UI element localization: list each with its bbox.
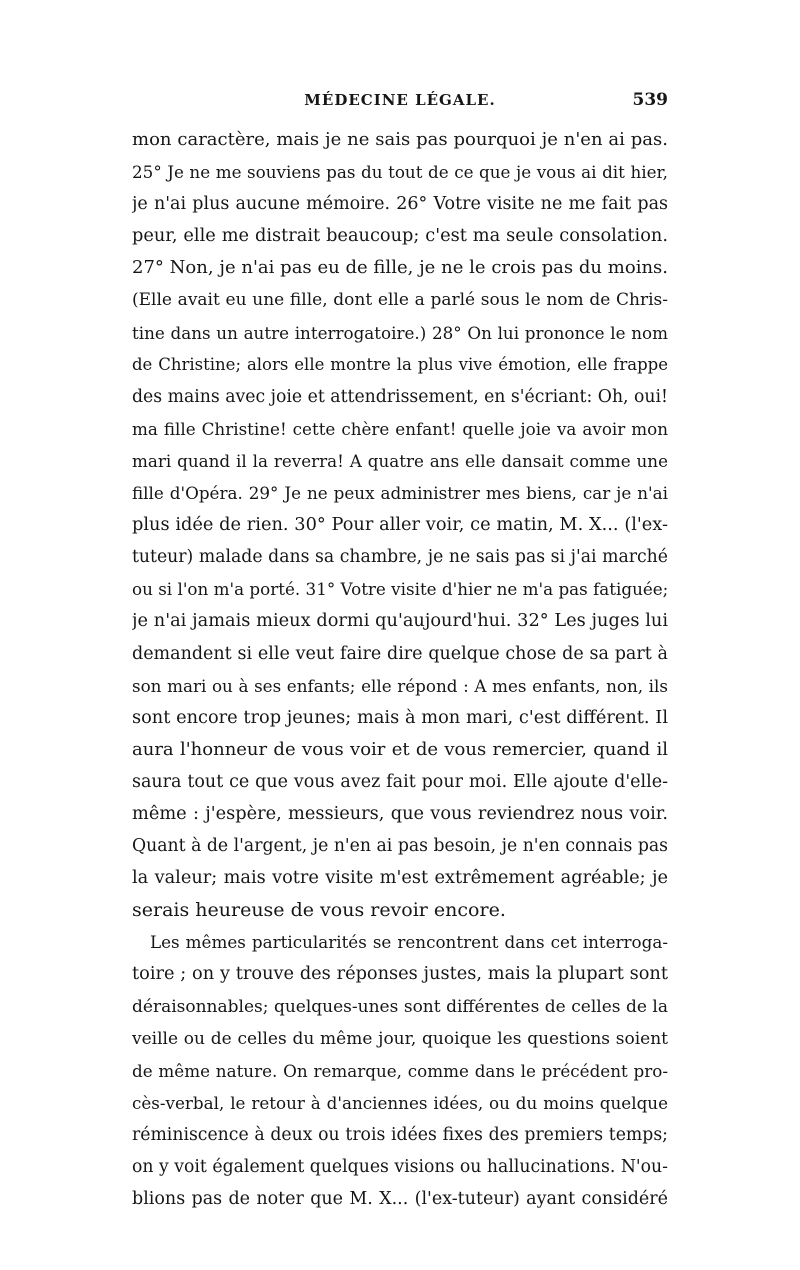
text-line: (Elle avait eu une fille, dont elle a parlé sous le nom de Chris- xyxy=(132,290,668,311)
text-line: toire ; on y trouve des réponses justes, mais la plupart sont xyxy=(132,964,668,985)
text-line: fille d'Opéra. 29° Je ne peux administrer mes biens, car je n'ai xyxy=(132,483,668,504)
page-number: 539 xyxy=(632,90,668,110)
text-line: de Christine; alors elle montre la plus vive émotion, elle frappe xyxy=(132,354,668,374)
text-line: des mains avec joie et attendrissement, en s'écriant: Oh, oui! xyxy=(132,386,668,407)
text-line: 27° Non, je n'ai pas eu de fille, je ne le crois pas du moins. xyxy=(132,257,668,279)
text-line: déraisonnables; quelques-unes sont différentes de celles de la xyxy=(132,996,668,1017)
text-line: même : j'espère, messieurs, que vous reviendrez nous voir. xyxy=(132,803,668,824)
text-line: demandent si elle veut faire dire quelque chose de sa part à xyxy=(132,643,668,664)
text-line: tuteur) malade dans sa chambre, je ne sais pas si j'ai marché xyxy=(132,547,668,568)
body-text xyxy=(132,124,668,1215)
text-line: aura l'honneur de vous voir et de vous remercier, quand il xyxy=(132,738,668,760)
text-line: on y voit également quelques visions ou hallucinations. N'ou- xyxy=(132,1157,668,1177)
text-line: saura tout ce que vous avez fait pour moi. Elle ajoute d'elle- xyxy=(132,771,668,792)
text-line: serais heureuse de vous revoir encore. xyxy=(132,899,506,922)
text-line: 25° Je ne me souviens pas du tout de ce que je vous ai dit hier, xyxy=(132,162,668,183)
text-line: je n'ai plus aucune mémoire. 26° Votre visite ne me fait pas xyxy=(132,194,668,215)
text-line: réminiscence à deux ou trois idées fixes des premiers temps; xyxy=(132,1124,668,1145)
text-line: mari quand il la reverra! A quatre ans elle dansait comme une xyxy=(132,450,668,471)
text-line: Les mêmes particularités se rencontrent dans cet interroga- xyxy=(150,932,668,953)
text-line: de même nature. On remarque, comme dans le précédent pro- xyxy=(132,1060,668,1081)
text-line: ou si l'on m'a porté. 31° Votre visite d'hier ne m'a pas fatiguée; xyxy=(132,579,668,600)
text-line: Quant à de l'argent, je n'en ai pas besoin, je n'en connais pas xyxy=(132,836,668,857)
running-title: MÉDECINE LÉGALE. xyxy=(304,91,496,109)
text-line: sont encore trop jeunes; mais à mon mari, c'est différent. Il xyxy=(132,707,668,728)
text-line: son mari ou à ses enfants; elle répond : A mes enfants, non, ils xyxy=(132,675,668,696)
text-line: veille ou de celles du même jour, quoique les questions soient xyxy=(132,1028,668,1049)
text-line: plus idée de rien. 30° Pour aller voir, ce matin, M. X... (l'ex- xyxy=(132,515,668,536)
text-line: la valeur; mais votre visite m'est extrêmement agréable; je xyxy=(132,868,668,889)
text-line: peur, elle me distrait beaucoup; c'est ma seule consolation. xyxy=(132,226,668,247)
text-line: je n'ai jamais mieux dormi qu'aujourd'hui. 32° Les juges lui xyxy=(132,611,668,632)
text-line: mon caractère, mais je ne sais pas pourquoi je n'en ai pas. xyxy=(132,129,668,150)
text-line: ma fille Christine! cette chère enfant! quelle joie va avoir mon xyxy=(132,418,668,439)
text-line: blions pas de noter que M. X... (l'ex-tuteur) ayant considéré xyxy=(132,1189,668,1210)
text-line: cès-verbal, le retour à d'anciennes idées, ou du moins quelque xyxy=(132,1092,668,1113)
running-head xyxy=(132,91,668,115)
text-line: tine dans un autre interrogatoire.) 28° On lui prononce le nom xyxy=(132,322,668,343)
